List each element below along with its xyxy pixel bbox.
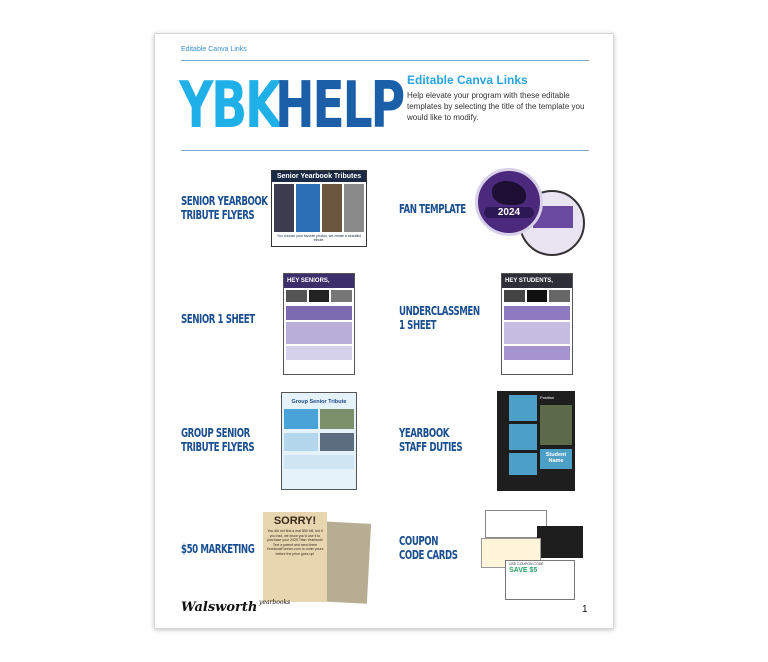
item-label-line: COUPON [399, 534, 439, 548]
sorry-text: You did not find a real $50 bill, but if you had, we know you'd use it to purchase your 2025 Titan Yearbook! Text a parent and send them YearbookForever.com to order yours before the price goes up! [266, 529, 324, 556]
ybkhelp-logo [179, 69, 405, 143]
sorry-card [263, 512, 327, 602]
top-rule [181, 60, 589, 61]
logo-help: HELP [275, 69, 403, 143]
thumb-yearbook-staff-duties[interactable] [497, 391, 575, 491]
student-photo [540, 405, 572, 445]
fan-year: 2024 [484, 207, 534, 218]
link-senior-1-sheet[interactable] [181, 312, 255, 326]
thumb-block [286, 346, 352, 360]
logo-ybk: YBK [179, 69, 280, 143]
item-label-line: FAN TEMPLATE [399, 202, 466, 216]
link-senior-yearbook-tribute-flyers[interactable] [181, 194, 268, 222]
thumb-fan-template[interactable] [475, 168, 587, 258]
thumb-block [509, 453, 537, 475]
intro-title: Editable Canva Links [407, 73, 528, 87]
thumb-title: Senior Yearbook Tributes [272, 171, 366, 182]
thumb-block [284, 455, 354, 469]
link-group-senior-tribute-flyers[interactable] [181, 426, 254, 454]
thumb-block [527, 290, 548, 302]
thumb-caption: You choose your favorite photos, we create a beautiful tribute. [276, 234, 362, 242]
walsworth-logo-sub: yearbooks [259, 599, 291, 606]
fan-front [475, 168, 543, 236]
link-underclassmen-1-sheet[interactable] [399, 304, 480, 332]
thumb-photo [296, 184, 320, 232]
page-number: 1 [582, 604, 588, 615]
thumb-title: HEY STUDENTS, [502, 274, 572, 288]
link-yearbook-staff-duties[interactable] [399, 426, 462, 454]
thumb-50-marketing[interactable] [263, 512, 371, 604]
thumb-block [320, 409, 354, 429]
thumb-photo [322, 184, 342, 232]
thumb-block [504, 306, 570, 320]
coupon-card-front [505, 560, 575, 600]
document-page [154, 33, 614, 629]
sorry-title: SORRY! [273, 515, 317, 527]
thumb-photo [344, 184, 364, 232]
item-label-line: SENIOR YEARBOOK [181, 194, 268, 208]
thumb-block [549, 290, 570, 302]
coupon-save: SAVE $5 [509, 567, 538, 574]
section-rule [181, 150, 589, 151]
item-label-line: YEARBOOK [399, 426, 450, 440]
thumb-underclassmen-1-sheet[interactable] [501, 273, 573, 375]
thumb-coupon-code-cards[interactable] [477, 508, 589, 602]
thumb-block [284, 409, 318, 429]
link-50-marketing[interactable] [181, 542, 254, 556]
thumb-block [509, 424, 537, 450]
thumb-title: HEY SENIORS, [284, 274, 354, 288]
header-label: Editable Canva Links [181, 46, 247, 53]
thumb-block [504, 322, 570, 344]
thumb-block [504, 346, 570, 360]
thumb-block [286, 290, 307, 302]
thumb-senior-tribute-flyer[interactable] [271, 170, 367, 247]
link-fan-template[interactable] [399, 202, 466, 216]
thumb-caption: Position [540, 395, 555, 400]
item-label-line: TRIBUTE FLYERS [181, 208, 255, 222]
thumb-block [509, 395, 537, 421]
thumb-block [286, 306, 352, 320]
thumb-block [320, 433, 354, 451]
thumb-block [284, 433, 318, 451]
item-label-line: SENIOR 1 SHEET [181, 312, 255, 326]
intro-text: Help elevate your program with these editable templates by selecting the title of the template you would like to modify. [407, 91, 585, 122]
coupon-title: USE COUPON CODE [509, 562, 544, 566]
walsworth-logo: Walsworth [181, 600, 258, 615]
item-label-line: TRIBUTE FLYERS [181, 440, 255, 454]
item-label-line: UNDERCLASSMEN [399, 304, 480, 318]
item-label-line: $50 MARKETING [181, 542, 255, 556]
item-label-line: STAFF DUTIES [399, 440, 463, 454]
eagle-icon [492, 181, 526, 205]
coupon-card [537, 526, 583, 558]
thumb-photo [274, 184, 294, 232]
thumb-senior-1-sheet[interactable] [283, 273, 355, 375]
link-coupon-code-cards[interactable] [399, 534, 458, 562]
thumb-block [331, 290, 352, 302]
thumb-block [286, 322, 352, 344]
item-label-line: CODE CARDS [399, 548, 458, 562]
thumb-block [309, 290, 330, 302]
item-label-line: 1 SHEET [399, 318, 437, 332]
thumb-block [504, 290, 525, 302]
thumb-title: Group Senior Tribute [291, 399, 347, 405]
student-name: Student Name [540, 449, 572, 469]
thumb-group-senior-tribute[interactable] [281, 392, 357, 490]
item-label-line: GROUP SENIOR [181, 426, 250, 440]
